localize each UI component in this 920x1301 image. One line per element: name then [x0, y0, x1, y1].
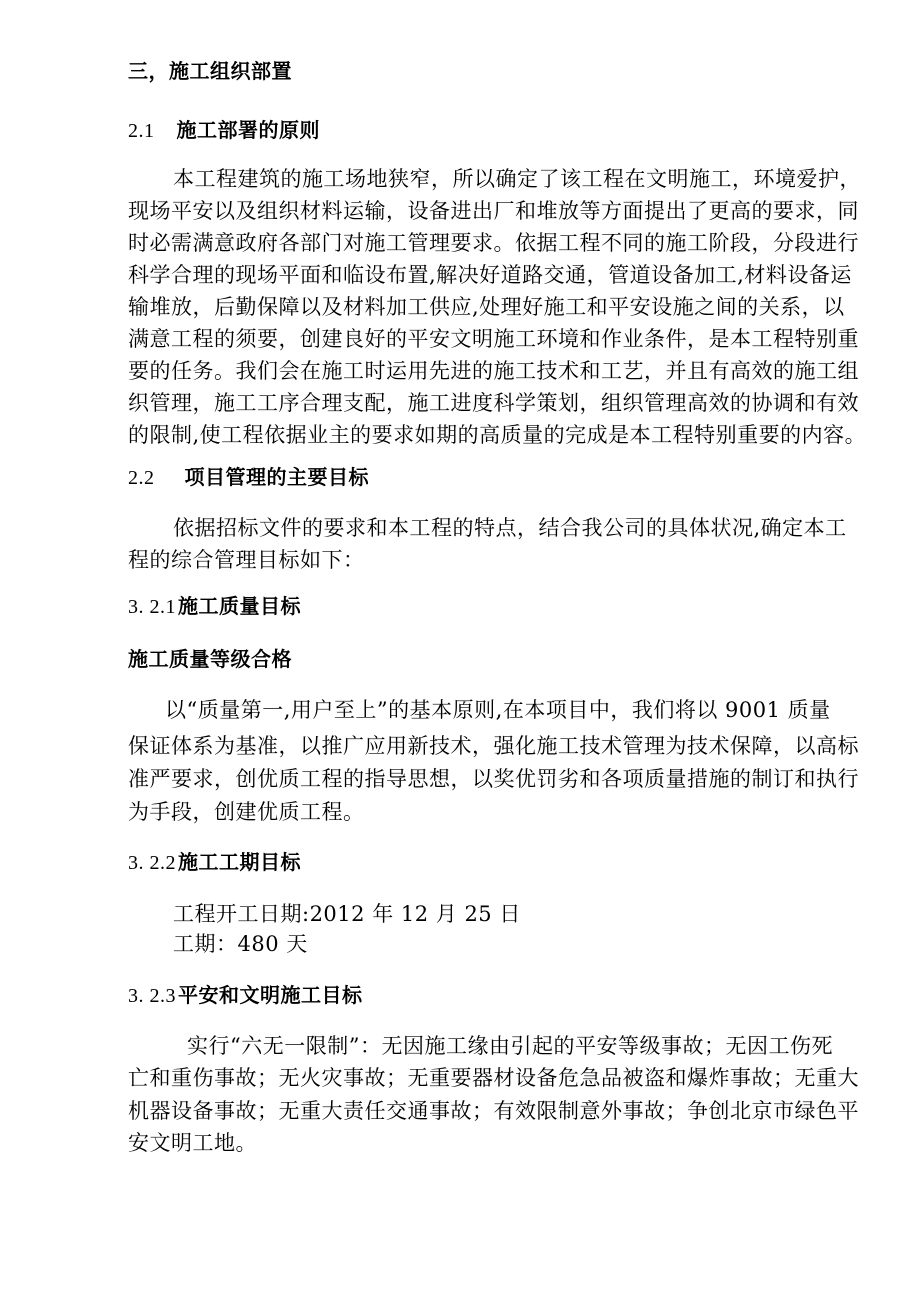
paragraph-line: 要的任务。我们会在施工时运用先进的施工技术和工艺，并且有高效的施工组: [128, 359, 859, 383]
duration: 工期：480 天: [173, 932, 308, 956]
paragraph-line: 科学合理的现场平面和临设布置,解决好道路交通，管道设备加工,材料设备运: [128, 263, 852, 287]
paragraph-line: 的限制,使工程依据业主的要求如期的高质量的完成是本工程特别重要的内容。: [128, 423, 867, 447]
paragraph-line: 保证体系为基准，以推广应用新技术，强化施工技术管理为技术保障，以高标: [128, 734, 859, 758]
paragraph-line: 亡和重伤事故；无火灾事故；无重要器材设备危急品被盗和爆炸事故；无重大: [128, 1066, 859, 1090]
heading-3-2-2: [128, 847, 301, 878]
paragraph-line: 时必需满意政府各部门对施工管理要求。依据工程不同的施工阶段，分段进行: [128, 231, 859, 255]
quality-level: 施工质量等级合格: [128, 647, 292, 671]
paragraph-line: 本工程建筑的施工场地狭窄，所以确定了该工程在文明施工，环境爱护，: [173, 167, 861, 191]
paragraph-line: 满意工程的须要，创建良好的平安文明施工环境和作业条件，是本工程特别重: [128, 327, 859, 351]
paragraph-line: 现场平安以及组织材料运输，设备进出厂和堆放等方面提出了更高的要求，同: [128, 199, 859, 223]
heading-2-2: [128, 462, 369, 493]
heading-number: 3. 2.2: [128, 852, 176, 874]
heading-number: 2.1: [128, 120, 155, 142]
paragraph-line: 依据招标文件的要求和本工程的特点，结合我公司的具体状况,确定本工: [173, 516, 847, 540]
start-date: 工程开工日期:2012 年 12 月 25 日: [173, 902, 521, 926]
paragraph-line: 织管理，施工工序合理支配，施工进度科学策划，组织管理高效的协调和有效: [128, 391, 859, 415]
heading-title: 施工质量目标: [178, 594, 301, 618]
paragraph-line: 安文明工地。: [128, 1131, 257, 1155]
heading-title: 施工部署的原则: [176, 118, 320, 142]
heading-3-2-1: [128, 591, 301, 622]
heading-3-2-3: [128, 980, 363, 1011]
paragraph-line: 输堆放，后勤保障以及材料加工供应,处理好施工和平安设施之间的关系，以: [128, 295, 845, 319]
paragraph-line: 实行“六无一限制”：无因施工缘由引起的平安等级事故；无因工伤死: [187, 1034, 833, 1058]
heading-number: 3. 2.1: [128, 596, 176, 618]
section-title: 三，施工组织部置: [128, 59, 292, 83]
paragraph-line: 以“质量第一,用户至上”的基本原则,在本项目中，我们将以 9001 质量: [165, 698, 831, 722]
heading-title: 施工工期目标: [178, 850, 301, 874]
heading-number: 3. 2.3: [128, 985, 176, 1007]
paragraph-line: 机器设备事故；无重大责任交通事故；有效限制意外事故；争创北京市绿色平: [128, 1099, 859, 1123]
paragraph-line: 准严要求，创优质工程的指导思想，以奖优罚劣和各项质量措施的制订和执行: [128, 767, 859, 791]
heading-title: 平安和文明施工目标: [178, 983, 363, 1007]
paragraph-line: 程的综合管理目标如下：: [128, 548, 365, 572]
heading-title: 项目管理的主要目标: [184, 465, 369, 489]
heading-2-1: [128, 115, 320, 146]
paragraph-line: 为手段，创建优质工程。: [128, 800, 365, 824]
heading-number: 2.2: [128, 467, 155, 489]
